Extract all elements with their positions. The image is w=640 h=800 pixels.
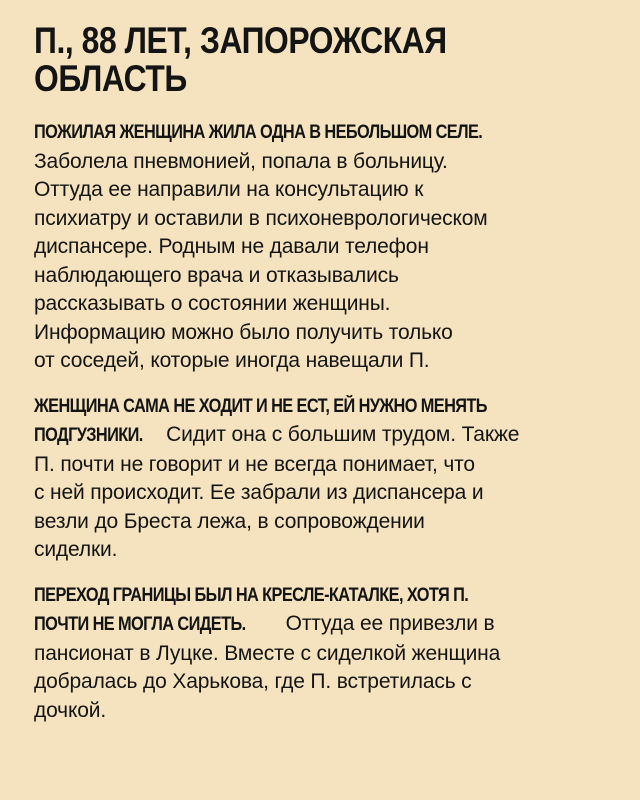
paragraph-line: сиделки. — [34, 538, 118, 561]
paragraph-3 — [34, 581, 610, 726]
article-title-line: П., 88 ЛЕТ, ЗАПОРОЖСКАЯ — [34, 20, 447, 61]
paragraph-line: добралась до Харькова, где П. встретилась с — [34, 670, 472, 693]
paragraph-1 — [34, 118, 610, 376]
paragraph-2 — [34, 392, 610, 565]
paragraph-text: Сидит она с большим трудом. Также — [160, 423, 520, 446]
paragraph-line: диспансере. Родным не давали телефон — [34, 235, 429, 258]
paragraph-line: с ней происходит. Ее забрали из диспансера и — [34, 481, 484, 504]
paragraph-lead: ПОЖИЛАЯ ЖЕНЩИНА ЖИЛА ОДНА В НЕБОЛЬШОМ СЕЛЕ. — [34, 122, 483, 143]
paragraph-line: П. почти не говорит и не всегда понимает, что — [34, 452, 475, 476]
paragraph-line — [34, 421, 610, 451]
paragraph-text: Оттуда ее привезли в — [279, 612, 495, 635]
paragraph-line: психиатру и оставили в психоневрологическом — [34, 206, 488, 230]
paragraph-line: дочкой. — [34, 698, 107, 722]
paragraph-lead: ПОЧТИ НЕ МОГЛА СИДЕТЬ. — [34, 614, 246, 635]
paragraph-lead-line — [34, 118, 610, 148]
paragraph-lead-line — [34, 392, 610, 422]
paragraph-line: пансионат в Луцке. Вместе с сиделкой женщина — [34, 641, 501, 665]
paragraph-lead: ПОДГУЗНИКИ. — [34, 425, 143, 446]
article-title-line: ОБЛАСТЬ — [34, 58, 187, 99]
paragraph-lead-line — [34, 581, 610, 611]
paragraph-line: Оттуда ее направили на консультацию к — [34, 178, 424, 201]
paragraph-line — [34, 610, 610, 640]
paragraph-line: Информацию можно было получить только — [34, 320, 453, 344]
paragraph-lead: ЖЕНЩИНА САМА НЕ ХОДИТ И НЕ ЕСТ, ЕЙ НУЖНО МЕНЯТЬ — [34, 395, 487, 417]
paragraph-line: наблюдающего врача и отказывались — [34, 263, 399, 287]
article-title — [34, 22, 619, 98]
paragraph-lead: ПЕРЕХОД ГРАНИЦЫ БЫЛ НА КРЕСЛЕ-КАТАЛКЕ, ХОТЯ П. — [34, 584, 469, 606]
paragraph-line: от соседей, которые иногда навещали П. — [34, 349, 430, 372]
paragraph-line: рассказывать о состоянии женщины. — [34, 292, 391, 315]
paragraph-line: Заболела пневмонией, попала в больницу. — [34, 149, 448, 173]
paragraph-line: везли до Бреста лежа, в сопровождении — [34, 509, 425, 533]
